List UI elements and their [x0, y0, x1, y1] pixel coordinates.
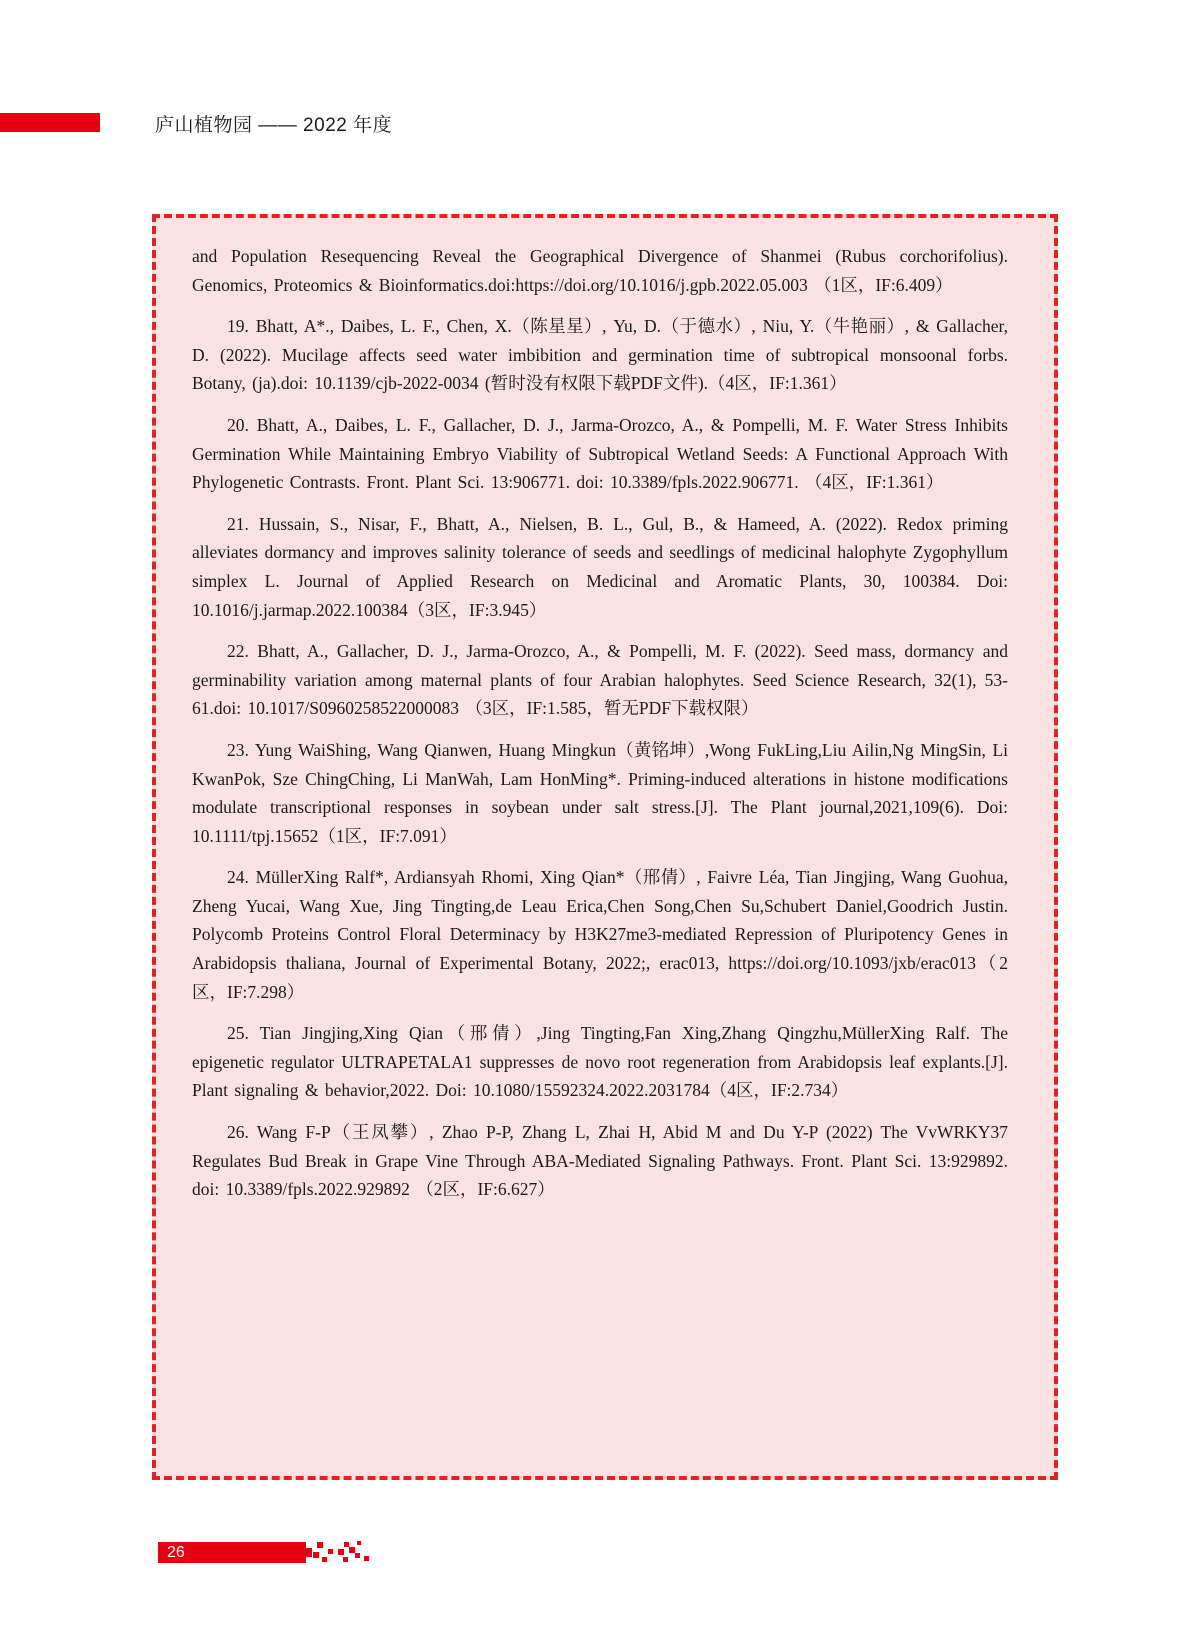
reference-item-22: 22. Bhatt, A., Gallacher, D. J., Jarma-Orozco, A., & Pompelli, M. F. (2022). Seed mass, dormancy and germinability variation among maternal plants of four Arabian halophytes. Seed Science Research, 32(1), 53-61.doi: 10.1017/S0960258522000083 （3区，IF:1.585，暂无PDF下载权限） — [192, 641, 1008, 719]
pixel-dissolve-decoration — [305, 1539, 375, 1565]
page-header-title: 庐山植物园 —— 2022 年度 — [155, 115, 393, 136]
reference-item-20: 20. Bhatt, A., Daibes, L. F., Gallacher, D. J., Jarma-Orozco, A., & Pompelli, M. F. Water Stress Inhibits Germination While Maintaining Embryo Viability of Subtropical Wetland Seeds: A Functional Approach With Phylogenetic Contrasts. Front. Plant Sci. 13:906771. doi: 10.3389/fpls.2022.906771. （4区，IF:1.361） — [192, 414, 1008, 493]
reference-item-21: 21. Hussain, S., Nisar, F., Bhatt, A., Nielsen, B. L., Gul, B., & Hameed, A. (2022). Redox priming alleviates dormancy and improves salinity tolerance of seeds and seedlings of medicinal halophyte Zygophyllum simplex L. Journal of Applied Research on Medicinal and Aromatic Plants, 30, 100384. Doi: 10.1016/j.jarmap.2022.100384（3区，IF:3.945） — [192, 513, 1008, 620]
reference-item-25: 25. Tian Jingjing,Xing Qian（邢倩）,Jing Tingting,Fan Xing,Zhang Qingzhu,MüllerXing Ralf. The epigenetic regulator ULTRAPETALA1 suppresses de novo root regeneration from Arabidopsis leaf explants.[J]. Plant signaling & behavior,2022. Doi: 10.1080/15592324.2022.2031784（4区，IF:2.734） — [192, 1023, 1008, 1101]
reference-item-26: 26. Wang F-P（王凤攀）, Zhao P-P, Zhang L, Zhai H, Abid M and Du Y-P (2022) The VvWRKY37 Regulates Bud Break in Grape Vine Through ABA-Mediated Signaling Pathways. Front. Plant Sci. 13:929892. doi: 10.3389/fpls.2022.929892 （2区，IF:6.627） — [192, 1122, 1008, 1200]
page-number-badge — [158, 1542, 306, 1563]
reference-item-19: 19. Bhatt, A*., Daibes, L. F., Chen, X.（陈星星）, Yu, D.（于德水）, Niu, Y.（牛艳丽）, & Gallacher, D. (2022). Mucilage affects seed water imbibition and germination time of subtropical monsoonal forbs. Botany, (ja).doi: 10.1139/cjb-2022-0034 (暂时没有权限下载PDF文件).（4区，IF:1.361） — [192, 316, 1008, 394]
reference-item-23: 23. Yung WaiShing, Wang Qianwen, Huang Mingkun（黄铭坤）,Wong FukLing,Liu Ailin,Ng MingSin, Li KwanPok, Sze ChingChing, Li ManWah, Lam HonMing*. Priming-induced alterations in histone modifications modulate transcriptional responses in soybean under salt stress.[J]. The Plant journal,2021,109(6). Doi: 10.1111/tpj.15652（1区，IF:7.091） — [192, 739, 1008, 846]
references-panel — [152, 214, 1058, 1480]
reference-item-24: 24. MüllerXing Ralf*, Ardiansyah Rhomi, Xing Qian*（邢倩）, Faivre Léa, Tian Jingjing, Wang Guohua, Zheng Yucai, Wang Xue, Jing Tingting,de Leau Erica,Chen Song,Chen Su,Schubert Daniel,Goodrich Justin. Polycomb Proteins Control Floral Determinacy by H3K27me3-mediated Repression of Pluripotency Genes in Arabidopsis thaliana, Journal of Experimental Botany, 2022;, erac013, https://doi.org/10.1093/jxb/erac013（2区，IF:7.298） — [192, 867, 1008, 1002]
reference-item-18-continuation: and Population Resequencing Reveal the Geographical Divergence of Shanmei (Rubus corchorifolius). Genomics, Proteomics & Bioinformatics.doi:https://doi.org/10.1016/j.gpb.2022.05.003 （1区，IF:6.409） — [192, 246, 1008, 295]
header-red-bar — [0, 113, 100, 132]
page-number: 26 — [167, 1544, 185, 1561]
